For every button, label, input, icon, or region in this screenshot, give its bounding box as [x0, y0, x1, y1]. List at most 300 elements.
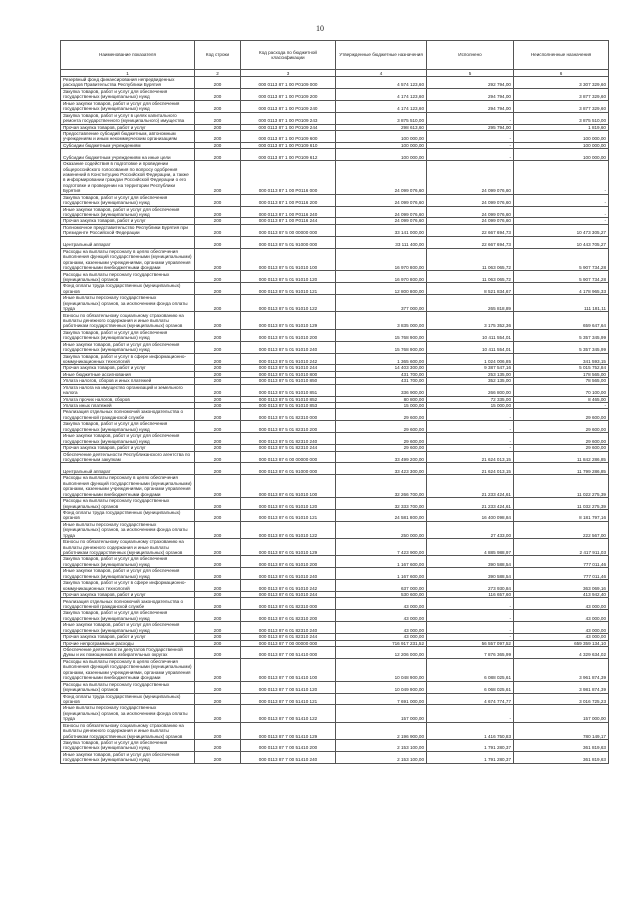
- row-name: Обеспечение деятельности Республиканского агентства по государственным закупкам: [61, 451, 195, 463]
- row-name: Иные закупки товаров, работ и услуг для обеспечения государственных (муниципальных) нужд: [61, 433, 195, 445]
- row-name: Взносы по обязательному социальному страхованию на выплаты денежного содержания и иные выплаты работникам государственных (муниципальных) органов: [61, 722, 195, 739]
- table-row: [61, 236, 609, 248]
- row-name: Закупка товаров, работ и услуг для обеспечения государственных (муниципальных) нужд: [61, 421, 195, 433]
- row-line-code: 200: [195, 131, 241, 143]
- row-approved: 29 600,00: [336, 421, 427, 433]
- row-unexecuted: 4 329 634,02: [514, 647, 609, 659]
- row-name: Субсидии бюджетным учреждениям на иные цели: [61, 149, 195, 161]
- row-executed: 4 885 988,97: [427, 539, 514, 556]
- row-name: Закупка товаров, работ и услуг для обеспечения государственных (муниципальных) нужд: [61, 329, 195, 341]
- row-executed: -: [427, 598, 514, 610]
- row-line-code: 200: [195, 378, 241, 384]
- row-unexecuted: 11 842 286,85: [514, 451, 609, 463]
- row-name: Реализация отдельных полномочий законодательства о государственной гражданской службе: [61, 598, 195, 610]
- row-name: Уплата иных платежей: [61, 402, 195, 408]
- row-name: Закупка товаров, работ и услуг для обеспечения государственных (муниципальных) нужд: [61, 88, 195, 100]
- table-row: [61, 77, 609, 89]
- row-line-code: 200: [195, 248, 241, 271]
- row-unexecuted: 29 600,00: [514, 421, 609, 433]
- row-budget-code: 000 0113 87 5 01 91010 850: [241, 378, 336, 384]
- row-approved: 24 099 076,60: [336, 206, 427, 218]
- row-line-code: 200: [195, 112, 241, 124]
- header-approved: Утвержденные бюджетные назначения: [336, 41, 427, 70]
- row-executed: 72 335,00: [427, 396, 514, 402]
- row-line-code: 200: [195, 384, 241, 396]
- row-name: Закупка товаров, работ и услуг для обеспечения государственных (муниципальных) нужд: [61, 194, 195, 206]
- row-budget-code: 000 0113 87 6 01 82310 200: [241, 610, 336, 622]
- row-executed: -: [427, 149, 514, 161]
- row-unexecuted: 361 819,63: [514, 751, 609, 763]
- row-line-code: 200: [195, 149, 241, 161]
- row-approved: 12 206 000,00: [336, 647, 427, 659]
- row-budget-code: 000 0113 87 6 00 00000 000: [241, 451, 336, 463]
- row-line-code: 200: [195, 161, 241, 194]
- row-approved: 32 333 700,00: [336, 498, 427, 510]
- row-approved: 298 613,60: [336, 124, 427, 130]
- row-executed: 24 099 076,60: [427, 218, 514, 224]
- row-name: Закупка товаров, работ и услуг в сфере информационно-коммуникационных технологий: [61, 353, 195, 365]
- row-name: Иные закупки товаров, работ и услуг для обеспечения государственных (муниципальных) нужд: [61, 341, 195, 353]
- row-name: Расходы на выплаты персоналу в целях обеспечения выполнения функций государственными (муниципальными) органами, казенными учреждениями, органами управления государственными внебюджетными фондами: [61, 475, 195, 498]
- row-budget-code: 000 0113 87 6 01 82310 244: [241, 634, 336, 640]
- row-line-code: 200: [195, 124, 241, 130]
- row-budget-code: 000 0113 87 5 01 91010 851: [241, 384, 336, 396]
- row-line-code: 200: [195, 341, 241, 353]
- row-approved: 1 365 600,00: [336, 353, 427, 365]
- row-unexecuted: 100 000,00: [514, 131, 609, 143]
- table-row: [61, 224, 609, 236]
- row-executed: 21 233 424,61: [427, 475, 514, 498]
- row-approved: 15 768 900,00: [336, 329, 427, 341]
- row-budget-code: 000 0113 87 1 00 Р0109 612: [241, 149, 336, 161]
- table-row: [61, 705, 609, 722]
- table-row: [61, 509, 609, 521]
- row-line-code: 200: [195, 610, 241, 622]
- row-executed: 265 818,89: [427, 295, 514, 312]
- row-approved: 10 048 900,00: [336, 658, 427, 681]
- row-name: Иные закупки товаров, работ и услуг для обеспечения государственных (муниципальных) нужд: [61, 206, 195, 218]
- row-executed: 390 588,54: [427, 556, 514, 568]
- row-unexecuted: 5 357 345,99: [514, 329, 609, 341]
- row-approved: 100 000,00: [336, 142, 427, 148]
- row-line-code: 200: [195, 592, 241, 598]
- row-budget-code: 000 0113 87 5 01 82310 240: [241, 433, 336, 445]
- row-unexecuted: 780 149,17: [514, 722, 609, 739]
- row-approved: 1 167 600,00: [336, 556, 427, 568]
- row-executed: 1 024 006,85: [427, 353, 514, 365]
- row-approved: 29 600,00: [336, 433, 427, 445]
- row-approved: 24 581 800,00: [336, 509, 427, 521]
- row-budget-code: 000 0113 87 5 01 91010 800: [241, 371, 336, 377]
- row-approved: 431 700,00: [336, 378, 427, 384]
- row-name: Иные выплаты персоналу государственных (муниципальных) органов, за исключением фонда оплаты труда: [61, 705, 195, 722]
- row-budget-code: 000 0113 87 5 01 91010 853: [241, 402, 336, 408]
- row-executed: 4 674 774,77: [427, 693, 514, 705]
- row-budget-code: 000 0113 87 1 00 Р0109 600: [241, 131, 336, 143]
- row-budget-code: 000 0113 87 7 00 00000 000: [241, 640, 336, 646]
- row-budget-code: 000 0113 87 5 01 91010 122: [241, 295, 336, 312]
- table-row: [61, 647, 609, 659]
- row-name: Иные закупки товаров, работ и услуг для обеспечения государственных (муниципальных) нужд: [61, 568, 195, 580]
- row-approved: 4 574 123,60: [336, 77, 427, 89]
- table-row: [61, 539, 609, 556]
- row-name: Взносы по обязательному социальному страхованию на выплаты денежного содержания и иные выплаты работникам государственных (муниципальных) органов: [61, 312, 195, 329]
- row-name: Расходы на выплаты персоналу государственных (муниципальных) органов: [61, 498, 195, 510]
- row-unexecuted: 659 647,64: [514, 312, 609, 329]
- row-line-code: 200: [195, 580, 241, 592]
- row-executed: 294 794,00: [427, 100, 514, 112]
- row-budget-code: 000 0113 87 5 01 91010 852: [241, 396, 336, 402]
- row-unexecuted: -: [514, 194, 609, 206]
- row-approved: 43 000,00: [336, 622, 427, 634]
- row-budget-code: 000 0113 87 5 01 91010 100: [241, 248, 336, 271]
- budget-execution-table: [60, 40, 609, 764]
- row-executed: 21 624 013,15: [427, 451, 514, 463]
- row-unexecuted: 29 600,00: [514, 433, 609, 445]
- row-executed: 56 557 097,52: [427, 640, 514, 646]
- row-budget-code: 000 0113 87 6 01 91010 242: [241, 580, 336, 592]
- row-line-code: 200: [195, 396, 241, 402]
- row-unexecuted: 29 600,00: [514, 445, 609, 451]
- row-approved: 336 900,00: [336, 384, 427, 396]
- row-name: Прочая закупка товаров, работ и услуг: [61, 445, 195, 451]
- row-executed: 273 930,84: [427, 580, 514, 592]
- row-executed: -: [427, 445, 514, 451]
- row-approved: 14 403 300,00: [336, 365, 427, 371]
- table-row: [61, 206, 609, 218]
- table-row: [61, 353, 609, 365]
- row-unexecuted: 222 567,00: [514, 521, 609, 538]
- header-budget-code: Код расхода по бюджетной классификации: [241, 41, 336, 70]
- row-executed: 24 099 076,60: [427, 161, 514, 194]
- row-name: Закупка товаров, работ и услуг в целях капитального ремонта государственного (муниципального) имущества: [61, 112, 195, 124]
- row-budget-code: 000 0113 87 7 00 51410 120: [241, 681, 336, 693]
- row-line-code: 200: [195, 329, 241, 341]
- row-unexecuted: 3 307 329,60: [514, 77, 609, 89]
- row-executed: 294 794,00: [427, 88, 514, 100]
- row-approved: 24 099 076,60: [336, 194, 427, 206]
- row-budget-code: 000 0113 87 5 01 91010 129: [241, 312, 336, 329]
- table-row: [61, 739, 609, 751]
- row-executed: 390 588,54: [427, 568, 514, 580]
- row-budget-code: 000 0113 87 5 01 91010 121: [241, 283, 336, 295]
- row-unexecuted: 111 181,11: [514, 295, 609, 312]
- row-line-code: 200: [195, 705, 241, 722]
- row-line-code: 200: [195, 371, 241, 377]
- table-row: [61, 248, 609, 271]
- table-row: [61, 283, 609, 295]
- row-approved: 15 000,00: [336, 402, 427, 408]
- row-unexecuted: 341 593,15: [514, 353, 609, 365]
- row-executed: -: [427, 610, 514, 622]
- row-name: Иные закупки товаров, работ и услуг для обеспечения государственных (муниципальных) нужд: [61, 622, 195, 634]
- row-executed: -: [427, 433, 514, 445]
- row-approved: 716 917 231,52: [336, 640, 427, 646]
- row-approved: 100 000,00: [336, 149, 427, 161]
- row-line-code: 200: [195, 451, 241, 463]
- table-row: [61, 421, 609, 433]
- row-executed: -: [427, 409, 514, 421]
- row-budget-code: 000 0113 87 6 01 91010 121: [241, 509, 336, 521]
- row-approved: 15 768 900,00: [336, 341, 427, 353]
- row-name: Иные закупки товаров, работ и услуг для обеспечения государственных (муниципальных) нужд: [61, 751, 195, 763]
- row-budget-code: 000 0113 87 5 01 82310 244: [241, 445, 336, 451]
- row-name: Прочая закупка товаров, работ и услуг: [61, 634, 195, 640]
- row-line-code: 200: [195, 498, 241, 510]
- row-line-code: 200: [195, 640, 241, 646]
- row-name: Расходы на выплаты персоналу государственных (муниципальных) органов: [61, 681, 195, 693]
- row-budget-code: 000 0113 87 7 00 51410 122: [241, 705, 336, 722]
- row-line-code: 200: [195, 509, 241, 521]
- row-approved: 100 000,00: [336, 131, 427, 143]
- row-name: Взносы по обязательному социальному страхованию на выплаты денежного содержания и иные выплаты работникам государственных (муниципальных) органов: [61, 539, 195, 556]
- table-row: [61, 681, 609, 693]
- row-executed: -: [427, 705, 514, 722]
- row-line-code: 200: [195, 556, 241, 568]
- row-line-code: 200: [195, 312, 241, 329]
- row-budget-code: 000 0113 87 1 00 Р0109 200: [241, 88, 336, 100]
- row-approved: 377 000,00: [336, 295, 427, 312]
- table-row: [61, 271, 609, 283]
- table-row: [61, 556, 609, 568]
- row-name: Оказание содействия в подготовке и проведении общероссийского голосования по вопросу одобрения изменений в Конституцию Российской Федерации, а также в информировании граждан Российской Федерации о его подготовке и проведении на территории Республики Бурятия: [61, 161, 195, 194]
- row-name: Обеспечение деятельности депутатов Государственной Думы и их помощников в избирательных округах: [61, 647, 195, 659]
- row-unexecuted: -: [514, 206, 609, 218]
- col-index: 2: [195, 70, 241, 77]
- table-row: [61, 312, 609, 329]
- row-line-code: 200: [195, 475, 241, 498]
- row-budget-code: 000 0113 87 6 01 82310 000: [241, 598, 336, 610]
- table-row: [61, 498, 609, 510]
- row-budget-code: 000 0113 87 1 00 Р0109 240: [241, 100, 336, 112]
- table-row: [61, 610, 609, 622]
- row-name: Центральный аппарат: [61, 236, 195, 248]
- row-name: Фонд оплаты труда государственных (муниципальных) органов: [61, 283, 195, 295]
- row-unexecuted: 11 022 275,39: [514, 475, 609, 498]
- row-unexecuted: 78 565,00: [514, 378, 609, 384]
- row-approved: 3 875 510,00: [336, 112, 427, 124]
- row-budget-code: 000 0113 87 7 00 51410 100: [241, 658, 336, 681]
- header-executed: Исполнено: [427, 41, 514, 70]
- row-approved: 43 000,00: [336, 598, 427, 610]
- row-executed: 10 411 554,01: [427, 329, 514, 341]
- row-name: Полномочное представительство Республики Бурятия при Президенте Российской Федерации: [61, 224, 195, 236]
- row-line-code: 200: [195, 739, 241, 751]
- table-row: [61, 693, 609, 705]
- row-budget-code: 000 0113 87 5 01 91000 000: [241, 236, 336, 248]
- table-row: [61, 598, 609, 610]
- row-approved: 1 167 600,00: [336, 568, 427, 580]
- col-index: 6: [514, 70, 609, 77]
- row-executed: 9 387 547,16: [427, 365, 514, 371]
- row-approved: 530 600,00: [336, 592, 427, 598]
- row-unexecuted: 43 000,00: [514, 598, 609, 610]
- table-row: [61, 100, 609, 112]
- row-unexecuted: 100 000,00: [514, 142, 609, 148]
- row-line-code: 200: [195, 568, 241, 580]
- header-name: Наименование показателя: [61, 41, 195, 70]
- table-row: [61, 622, 609, 634]
- row-line-code: 200: [195, 421, 241, 433]
- table-row: [61, 194, 609, 206]
- row-executed: 11 063 065,72: [427, 271, 514, 283]
- row-line-code: 200: [195, 681, 241, 693]
- row-budget-code: 000 0113 87 1 00 Р0116 200: [241, 194, 336, 206]
- row-executed: 11 063 065,72: [427, 248, 514, 271]
- row-approved: 33 423 300,00: [336, 463, 427, 475]
- row-line-code: 200: [195, 634, 241, 640]
- row-name: Расходы на выплаты персоналу в целях обеспечения выполнения функций государственными (муниципальными) органами, казенными учреждениями, органами управления государственными внебюджетными фондами: [61, 248, 195, 271]
- row-executed: 292 794,00: [427, 77, 514, 89]
- table-row: [61, 751, 609, 763]
- row-unexecuted: 3 877 329,60: [514, 88, 609, 100]
- row-name: Прочая закупка товаров, работ и услуг: [61, 592, 195, 598]
- row-name: Прочая закупка товаров, работ и услуг: [61, 365, 195, 371]
- row-name: Фонд оплаты труда государственных (муниципальных) органов: [61, 693, 195, 705]
- row-approved: 431 700,00: [336, 371, 427, 377]
- table-row: [61, 433, 609, 445]
- row-unexecuted: 10 443 705,27: [514, 236, 609, 248]
- row-name: Иные выплаты персоналу государственных (муниципальных) органов, за исключением фонда оплаты труда: [61, 521, 195, 538]
- row-approved: 2 153 100,00: [336, 739, 427, 751]
- table-row: [61, 295, 609, 312]
- table-row: [61, 568, 609, 580]
- row-approved: 33 111 400,00: [336, 236, 427, 248]
- row-line-code: 200: [195, 722, 241, 739]
- table-row: [61, 131, 609, 143]
- row-line-code: 200: [195, 365, 241, 371]
- row-executed: 8 521 834,67: [427, 283, 514, 295]
- row-executed: 24 099 076,60: [427, 206, 514, 218]
- row-unexecuted: 3 981 874,39: [514, 681, 609, 693]
- row-budget-code: 000 0113 87 7 00 51410 121: [241, 693, 336, 705]
- table-row: [61, 112, 609, 124]
- row-budget-code: 000 0113 87 1 00 Р0109 243: [241, 112, 336, 124]
- row-line-code: 200: [195, 658, 241, 681]
- row-executed: 6 068 025,61: [427, 681, 514, 693]
- row-line-code: 200: [195, 693, 241, 705]
- row-executed: 295 794,00: [427, 124, 514, 130]
- row-line-code: 200: [195, 295, 241, 312]
- row-budget-code: 000 0113 87 5 01 91010 242: [241, 353, 336, 365]
- row-executed: 16 400 098,84: [427, 509, 514, 521]
- col-index: 5: [427, 70, 514, 77]
- row-budget-code: 000 0113 87 1 00 Р0109 610: [241, 142, 336, 148]
- row-approved: 4 174 123,60: [336, 88, 427, 100]
- column-index-row: [61, 70, 609, 77]
- table-row: [61, 658, 609, 681]
- row-budget-code: 000 0113 87 7 00 51410 200: [241, 739, 336, 751]
- row-unexecuted: 43 000,00: [514, 610, 609, 622]
- row-approved: 157 000,00: [336, 705, 427, 722]
- row-unexecuted: 4 178 965,33: [514, 283, 609, 295]
- row-unexecuted: 659 359 134,10: [514, 640, 609, 646]
- row-unexecuted: 29 600,00: [514, 409, 609, 421]
- row-executed: 1 416 750,83: [427, 722, 514, 739]
- row-approved: 32 266 700,00: [336, 475, 427, 498]
- row-executed: 6 088 025,61: [427, 658, 514, 681]
- row-approved: 250 000,00: [336, 521, 427, 538]
- row-name: Иные закупки товаров, работ и услуг для обеспечения государственных (муниципальных) нужд: [61, 100, 195, 112]
- row-name: Фонд оплаты труда государственных (муниципальных) органов: [61, 509, 195, 521]
- row-budget-code: 000 0113 87 7 00 51410 240: [241, 751, 336, 763]
- row-executed: 3 175 352,36: [427, 312, 514, 329]
- row-approved: 3 835 000,00: [336, 312, 427, 329]
- row-name: Закупка товаров, работ и услуг в сфере информационно-коммуникационных технологий: [61, 580, 195, 592]
- row-name: Прочие непрограммные расходы: [61, 640, 195, 646]
- row-line-code: 200: [195, 206, 241, 218]
- row-unexecuted: 43 000,00: [514, 634, 609, 640]
- row-executed: -: [427, 421, 514, 433]
- row-line-code: 200: [195, 142, 241, 148]
- row-line-code: 200: [195, 194, 241, 206]
- row-line-code: 200: [195, 433, 241, 445]
- row-unexecuted: 5 357 345,99: [514, 341, 609, 353]
- row-approved: 16 970 800,00: [336, 271, 427, 283]
- row-line-code: 200: [195, 283, 241, 295]
- row-unexecuted: -: [514, 218, 609, 224]
- row-executed: 15 000,00: [427, 402, 514, 408]
- row-unexecuted: -: [514, 402, 609, 408]
- table-row: [61, 722, 609, 739]
- row-line-code: 200: [195, 622, 241, 634]
- table-row: [61, 475, 609, 498]
- row-name: Иные бюджетные ассигнования: [61, 371, 195, 377]
- row-unexecuted: 777 011,46: [514, 568, 609, 580]
- row-approved: 7 423 900,00: [336, 539, 427, 556]
- row-executed: -: [427, 112, 514, 124]
- row-budget-code: 000 0113 87 1 00 Р0109 244: [241, 124, 336, 130]
- row-budget-code: 000 0113 87 7 00 51410 000: [241, 647, 336, 659]
- row-budget-code: 000 0113 87 5 01 91010 244: [241, 365, 336, 371]
- row-name: Центральный аппарат: [61, 463, 195, 475]
- row-approved: 24 099 076,60: [336, 161, 427, 194]
- row-unexecuted: 100 000,00: [514, 149, 609, 161]
- row-approved: 7 691 000,00: [336, 693, 427, 705]
- row-line-code: 200: [195, 647, 241, 659]
- row-unexecuted: 5 907 734,28: [514, 248, 609, 271]
- row-executed: 27 433,00: [427, 521, 514, 538]
- row-budget-code: 000 0113 87 6 01 91010 200: [241, 556, 336, 568]
- row-unexecuted: 413 942,40: [514, 592, 609, 598]
- row-executed: 253 135,00: [427, 371, 514, 377]
- row-name: Закупка товаров, работ и услуг для обеспечения государственных (муниципальных) нужд: [61, 610, 195, 622]
- row-line-code: 200: [195, 271, 241, 283]
- col-index: 1: [61, 70, 195, 77]
- row-approved: 10 049 900,00: [336, 681, 427, 693]
- row-unexecuted: 3 877 329,60: [514, 100, 609, 112]
- row-line-code: 200: [195, 218, 241, 224]
- row-budget-code: 000 0113 87 1 00 Р0116 244: [241, 218, 336, 224]
- row-unexecuted: 70 100,00: [514, 384, 609, 396]
- table-row: [61, 341, 609, 353]
- row-budget-code: 000 0113 87 5 01 91010 120: [241, 271, 336, 283]
- row-approved: 24 099 076,60: [336, 218, 427, 224]
- row-unexecuted: 1 819,60: [514, 124, 609, 130]
- row-unexecuted: 8 181 797,16: [514, 509, 609, 521]
- row-line-code: 200: [195, 77, 241, 89]
- row-unexecuted: 3 961 874,39: [514, 658, 609, 681]
- table-row: [61, 463, 609, 475]
- header-line-code: Код строки: [195, 41, 241, 70]
- row-budget-code: 000 0113 87 6 01 91000 000: [241, 463, 336, 475]
- row-name: Прочая закупка товаров, работ и услуг: [61, 218, 195, 224]
- row-executed: 352 135,00: [427, 378, 514, 384]
- table-row: [61, 384, 609, 396]
- row-executed: 1 791 280,37: [427, 751, 514, 763]
- row-executed: 22 667 694,73: [427, 224, 514, 236]
- row-name: Уплата налогов, сборов и иных платежей: [61, 378, 195, 384]
